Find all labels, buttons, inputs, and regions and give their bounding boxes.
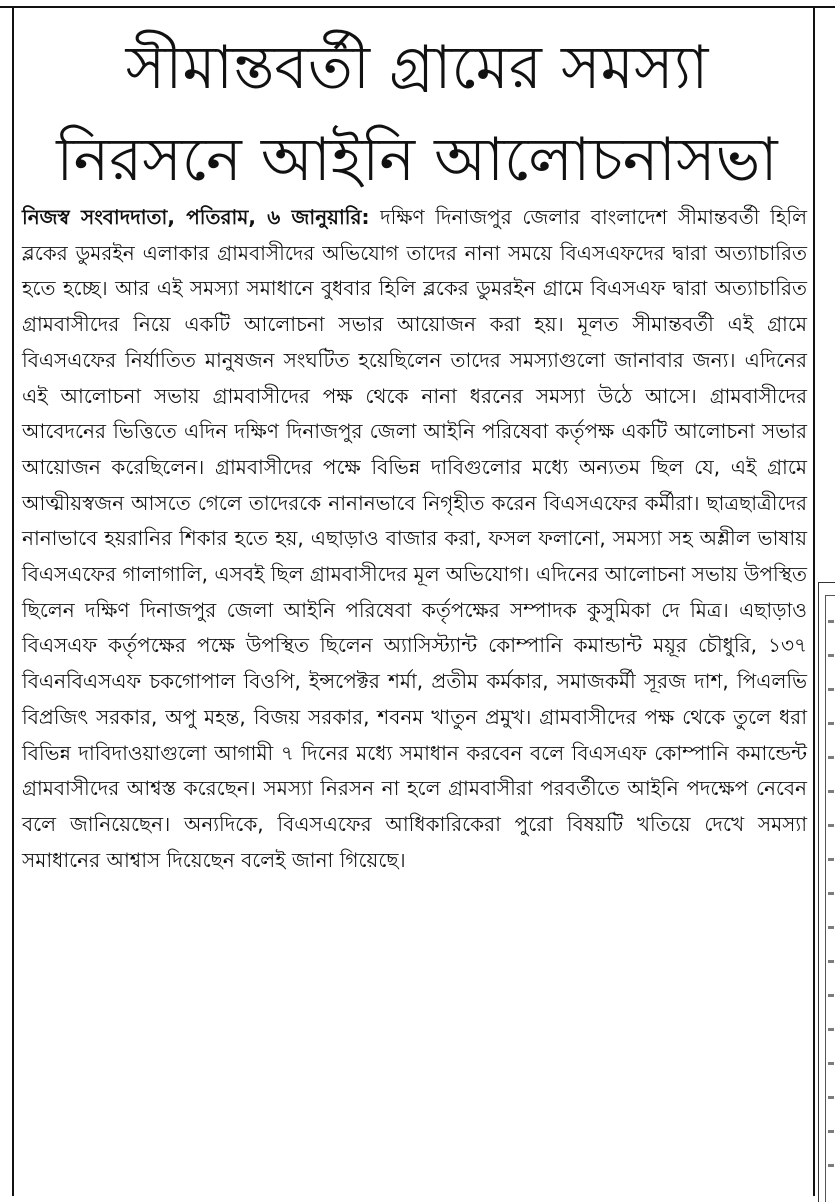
adjacent-column-text-fragment bbox=[828, 620, 834, 1190]
headline-line-2: নিরসনে আইনি আলোচনাসভা bbox=[56, 125, 778, 195]
dateline: নিজস্ব সংবাদদাতা, পতিরাম, ৬ জানুয়ারি: bbox=[22, 205, 370, 229]
headline bbox=[22, 22, 812, 206]
article-body bbox=[22, 200, 807, 878]
article-text: দক্ষিণ দিনাজপুর জেলার বাংলাদেশ সীমান্তবর্তী হিলি ব্লকের ডুমরইন এলাকার গ্রামবাসীদের অভিযোগ তাদের নানা সময়ে বিএসএফদের দ্বারা অত্যাচারিত হতে হচ্ছে। আর এই সমস্যা সমাধানে বুধবার হিলি ব্লকের ডুমরইন গ্রামে বিএসএফ দ্বারা অত্যাচারিত গ্রামবাসীদের নিয়ে একটি আলোচনা সভার আয়োজন করা হয়। মূলত সীমান্তবর্তী এই গ্রামে বিএসএফের নির্যাতিত মানুষজন সংঘটিত হয়েছিলেন তাদের সমস্যাগুলো জানাবার জন্য। এদিনের এই আলোচনা সভায় গ্রামবাসীদের পক্ষ থেকে নানা ধরনের সমস্যা উঠে আসে। গ্রামবাসীদের আবেদনের ভিত্তিতে এদিন দক্ষিণ দিনাজপুর জেলা আইনি পরিষেবা কর্তৃপক্ষ একটি আলোচনা সভার আয়োজন করেছিলেন। গ্রামবাসীদের পক্ষে বিভিন্ন দাবিগুলোর মধ্যে অন্যতম ছিল যে, এই গ্রামে আত্মীয়স্বজন আসতে গেলে তাদেরকে নানানভাবে নিগৃহীত করেন বিএসএফের কর্মীরা। ছাত্রছাত্রীদের নানাভাবে হয়রানির শিকার হতে হয়, এছাড়াও বাজার করা, ফসল ফলানো, সমস্যা সহ অশ্লীল ভাষায় বিএসএফের গালাগালি, এসবই ছিল গ্রামবাসীদের মূল অভিযোগ। এদিনের আলোচনা সভায় উপস্থিত ছিলেন দক্ষিণ দিনাজপুর জেলা আইনি পরিষেবা কর্তৃপক্ষের সম্পাদক কুসুমিকা দে মিত্র। এছাড়াও বিএসএফ কর্তৃপক্ষের পক্ষে উপস্থিত ছিলেন অ্যাসিস্ট্যান্ট কোম্পানি কমান্ডান্ট ময়ূর চৌধুরি, ১৩৭ বিএনবিএসএফ চকগোপাল বিওপি, ইন্সপেক্টর শর্মা, প্রতীম কর্মকার, সমাজকর্মী সূরজ দাশ, পিএলভি বিপ্রজিৎ সরকার, অপু মহন্ত, বিজয় সরকার, শবনম খাতুন প্রমুখ। গ্রামবাসীদের পক্ষ থেকে তুলে ধরা বিভিন্ন দাবিদাওয়াগুলো আগামী ৭ দিনের মধ্যে সমাধান করবেন বলে বিএসএফ কোম্পানি কমান্ডেন্ট গ্রামবাসীদের আশ্বস্ত করেছেন। সমস্যা নিরসন না হলে গ্রামবাসীরা পরবর্তীতে আইনি পদক্ষেপ নেবেন বলে জানিয়েছেন। অন্যদিকে, বিএসএফের আধিকারিকেরা পুরো বিষয়টি খতিয়ে দেখে সমস্যা সমাধানের আশ্বাস দিয়েছেন বলেই জানা গিয়েছে। bbox=[22, 205, 808, 872]
headline-line-1: সীমান্তবর্তী গ্রামের সমস্যা bbox=[125, 33, 709, 103]
